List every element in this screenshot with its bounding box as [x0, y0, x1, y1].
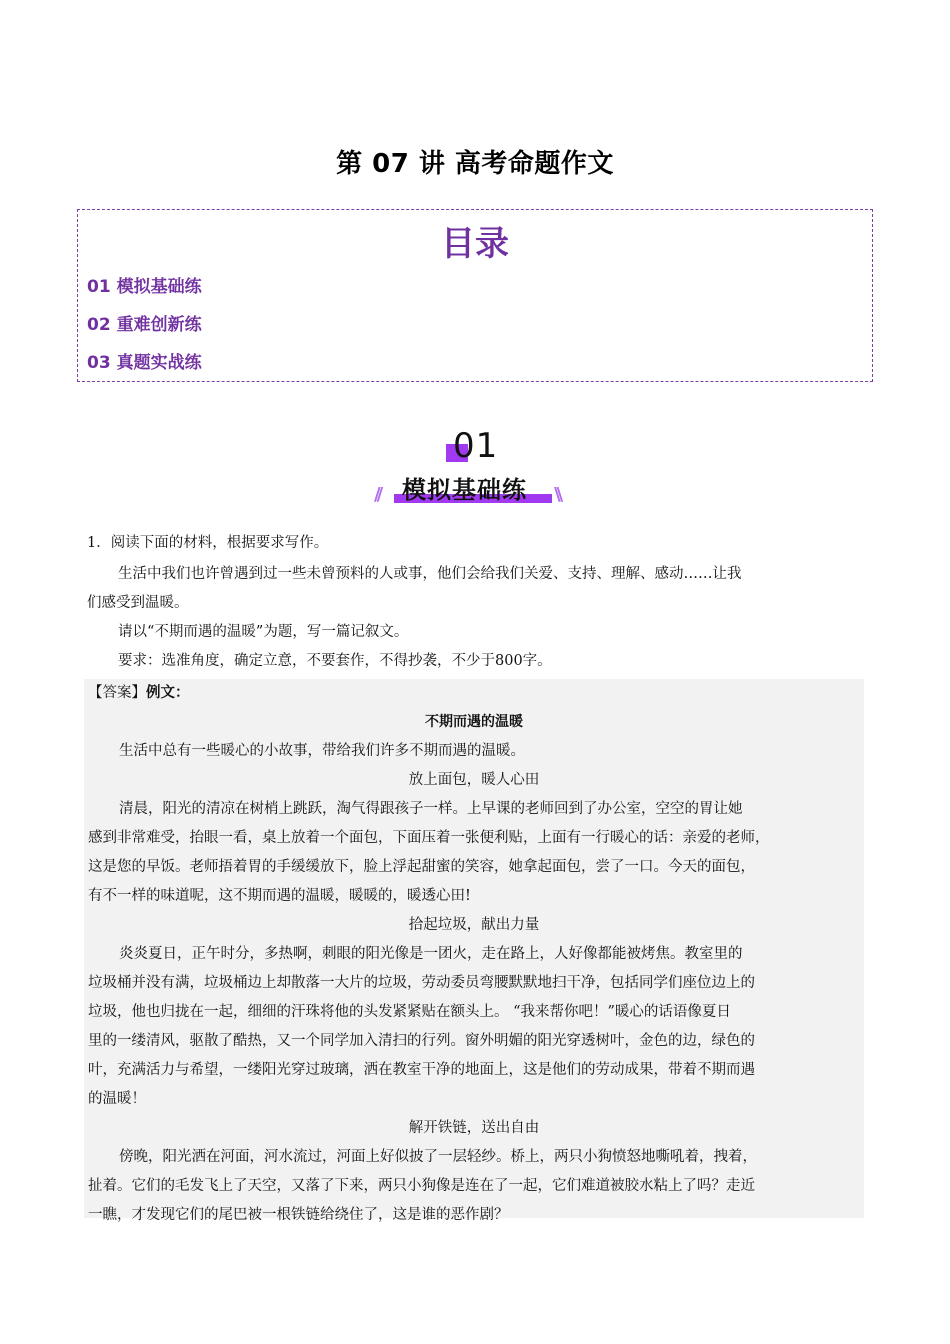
section-subtitle-3: 解开铁链，送出自由	[408, 1120, 540, 1136]
material-line-1: 生活中我们也许曾遇到过一些未曾预料的人或事，他们会给我们关爱、支持、理解、感动……让我	[118, 566, 742, 582]
essay-line: 一瞧，才发现它们的尾巴被一根铁链给绕住了，这是谁的恶作剧？	[88, 1207, 509, 1223]
section-subtitle-1: 放上面包，暖人心田	[408, 772, 540, 788]
essay-line: 里的一缕清风，驱散了酷热，又一个同学加入清扫的行列。窗外明媚的阳光穿透树叶，金色的边，绿色的	[88, 1033, 755, 1049]
essay-line: 这是您的早饭。老师捂着胃的手缓缓放下，脸上浮起甜蜜的笑容，她拿起面包，尝了一口。今天的面包，	[88, 859, 755, 875]
material-line-2: 们感受到温暖。	[87, 595, 189, 611]
essay-intro: 生活中总有一些暖心的小故事，带给我们许多不期而遇的温暖。	[119, 743, 525, 759]
essay-line: 垃圾，他也归拢在一起，细细的汗珠将他的头发紧紧贴在额头上。 “我来帮你吧！”暖心的话语像夏日	[88, 1004, 731, 1020]
toc-item-02[interactable]: 02 重难创新练	[87, 315, 202, 335]
essay-line: 叶，充满活力与希望，一缕阳光穿过玻璃，洒在教室干净的地面上，这是他们的劳动成果，带着不期而遇	[88, 1062, 755, 1078]
toc-heading: 目录	[441, 224, 509, 264]
toc-item-01[interactable]: 01 模拟基础练	[87, 277, 202, 297]
answer-tag-suffix: 例文：	[146, 685, 190, 701]
essay-line: 炎炎夏日，正午时分，多热啊，刺眼的阳光像是一团火，走在路上，人好像都能被烤焦。教室里的	[119, 946, 743, 962]
essay-line: 傍晚，阳光洒在河面，河水流过，河面上好似披了一层轻纱。桥上，两只小狗愤怒地嘶吼着，拽着，	[119, 1149, 757, 1165]
writing-prompt: 请以“不期而遇的温暖”为题，写一篇记叙文。	[118, 624, 409, 640]
essay-line: 清晨，阳光的清凉在树梢上跳跃，淘气得跟孩子一样。上早课的老师回到了办公室，空空的胃让她	[119, 801, 743, 817]
essay-line: 扯着。它们的毛发飞上了天空，又落了下来，两只小狗像是连在了一起，它们难道被胶水粘上了吗？走近	[88, 1178, 755, 1194]
requirements: 要求：选准角度，确定立意，不要套作，不得抄袭，不少于800字。	[118, 653, 552, 669]
question-number-line: 1．阅读下面的材料，根据要求写作。	[87, 535, 329, 551]
slash-decoration-left-icon: //	[374, 484, 380, 505]
answer-section	[84, 679, 864, 1223]
slash-decoration-right-icon: //	[558, 484, 564, 505]
section-label: 模拟基础练	[402, 476, 527, 504]
page-title: 第 07 讲 高考命题作文	[336, 149, 614, 179]
table-of-contents	[77, 209, 873, 382]
toc-item-03[interactable]: 03 真题实战练	[87, 353, 202, 373]
essay-line: 有不一样的味道呢，这不期而遇的温暖，暖暖的，暖透心田!	[88, 888, 471, 904]
essay-line: 垃圾桶并没有满，垃圾桶边上却散落一大片的垃圾，劳动委员弯腰默默地扫干净，包括同学们座位边上的	[88, 975, 755, 991]
essay-title: 不期而遇的温暖	[425, 714, 523, 730]
answer-content	[88, 679, 860, 1230]
question-block	[87, 529, 867, 676]
essay-line: 的温暖！	[88, 1091, 146, 1107]
section-subtitle-2: 拾起垃圾，献出力量	[408, 917, 540, 933]
essay-line: 感到非常难受，抬眼一看，桌上放着一个面包，下面压着一张便利贴，上面有一行暖心的话：亲爱的老师，	[88, 830, 770, 846]
answer-header	[88, 679, 860, 708]
section-badge	[374, 426, 580, 508]
section-number: 01	[453, 426, 499, 466]
answer-tag: 【答案】	[88, 685, 146, 701]
